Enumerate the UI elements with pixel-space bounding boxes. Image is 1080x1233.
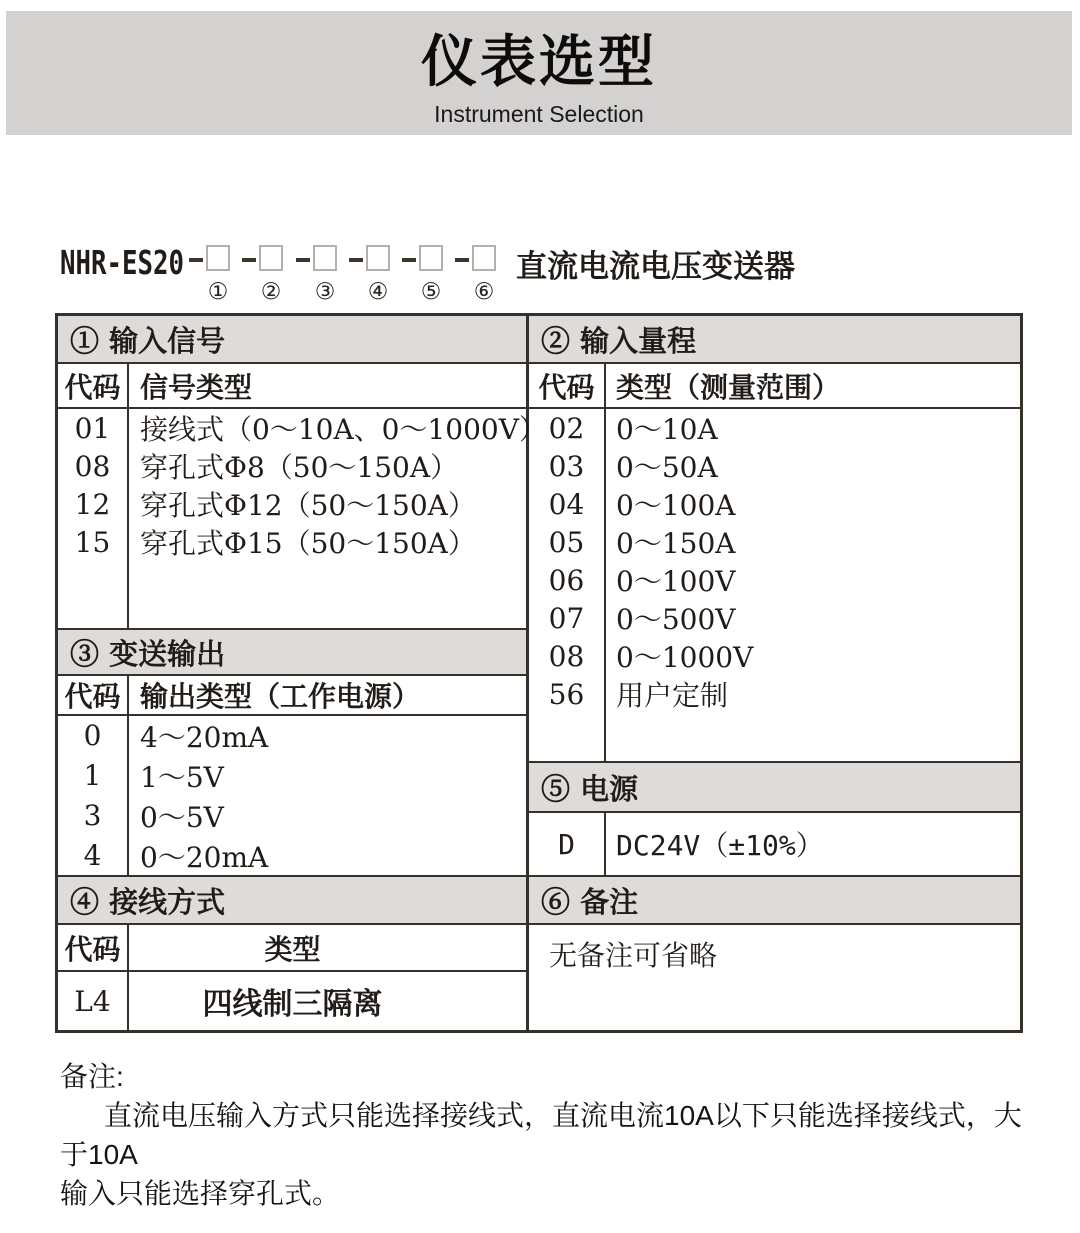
column-header-type: 信号类型 bbox=[140, 370, 253, 404]
type-cell: 0～20mA bbox=[140, 840, 269, 874]
section-title: ⑥ 备注 bbox=[541, 884, 639, 919]
column-header-code: 代码 bbox=[64, 680, 121, 713]
model-placeholder-box-5 bbox=[419, 245, 443, 271]
code-cell: 07 bbox=[548, 601, 585, 635]
type-cell: 0～1000V bbox=[616, 641, 754, 674]
section-header-input-range bbox=[529, 316, 1020, 362]
model-prefix: NHR-ES20 bbox=[60, 243, 184, 282]
type-cell: 1～5V bbox=[140, 760, 224, 794]
code-cell: 08 bbox=[74, 449, 111, 483]
section-header-remark bbox=[529, 877, 1020, 923]
section-title: ① 输入信号 bbox=[70, 323, 226, 358]
page-subtitle: Instrument Selection bbox=[434, 101, 644, 127]
model-placeholder-box-3 bbox=[313, 245, 337, 271]
footnote-line: 输入只能选择穿孔式。 bbox=[60, 1178, 341, 1209]
position-number-5: ⑤ bbox=[420, 279, 442, 305]
type-cell: 穿孔式Φ15（50～150A） bbox=[140, 527, 476, 560]
section-header-wiring bbox=[58, 877, 526, 923]
code-cell: 4 bbox=[83, 839, 102, 872]
dash-separator bbox=[296, 258, 310, 262]
type-cell: 穿孔式Φ12（50～150A） bbox=[140, 489, 476, 522]
selection-table bbox=[55, 313, 1023, 1033]
column-header-code: 代码 bbox=[538, 370, 595, 404]
section-title: ② 输入量程 bbox=[541, 323, 697, 358]
type-cell: 0～50A bbox=[616, 451, 718, 484]
footnote-label: 备注: bbox=[60, 1061, 124, 1092]
type-cell: 0～150A bbox=[616, 527, 736, 560]
grid-line bbox=[127, 674, 129, 875]
dash-separator bbox=[242, 258, 256, 262]
model-placeholder-box-1 bbox=[206, 245, 230, 271]
code-cell: 56 bbox=[548, 677, 585, 711]
column-header-type: 类型 bbox=[264, 932, 321, 966]
section-title: ③ 变送输出 bbox=[70, 636, 226, 671]
code-cell: D bbox=[558, 827, 575, 861]
footnote-line: 直流电压输入方式只能选择接线式，直流电流10A以下只能选择接线式，大于10A bbox=[60, 1100, 1022, 1170]
code-cell: 08 bbox=[548, 639, 585, 673]
code-cell: 15 bbox=[74, 525, 111, 559]
code-cell: 02 bbox=[548, 411, 585, 445]
type-cell: 0～100V bbox=[616, 565, 736, 598]
grid-line bbox=[529, 761, 1020, 763]
type-cell: 0～10A bbox=[616, 413, 718, 446]
code-cell: 01 bbox=[74, 411, 111, 445]
dash-separator bbox=[455, 258, 469, 262]
type-cell: 4～20mA bbox=[140, 720, 269, 754]
position-number-2: ② bbox=[260, 279, 282, 305]
code-cell: 0 bbox=[83, 719, 102, 752]
code-cell: 04 bbox=[548, 487, 585, 521]
grid-line bbox=[58, 628, 526, 630]
type-cell: DC24V（±10%） bbox=[616, 829, 824, 862]
column-header-type: 输出类型（工作电源） bbox=[140, 680, 421, 713]
dash-separator bbox=[402, 258, 416, 262]
type-cell: 穿孔式Φ8（50～150A） bbox=[140, 451, 459, 484]
page-title: 仪表选型 bbox=[421, 30, 657, 93]
section-header-output bbox=[58, 630, 526, 674]
footnote bbox=[60, 1057, 1022, 1213]
model-placeholder-box-6 bbox=[472, 245, 496, 271]
model-placeholder-box-2 bbox=[259, 245, 283, 271]
column-header-code: 代码 bbox=[64, 932, 121, 966]
section-header-power bbox=[529, 763, 1020, 811]
position-number-6: ⑥ bbox=[473, 279, 495, 305]
remark-note: 无备注可省略 bbox=[549, 939, 718, 972]
product-name: 直流电流电压变送器 bbox=[516, 249, 795, 285]
section-header-input-signal bbox=[58, 316, 526, 362]
code-cell: L4 bbox=[74, 984, 111, 1018]
code-cell: 06 bbox=[548, 563, 585, 597]
grid-line bbox=[604, 362, 606, 761]
section-title: ⑤ 电源 bbox=[541, 771, 639, 806]
column-header-code: 代码 bbox=[64, 370, 121, 404]
type-cell: 四线制三隔离 bbox=[202, 987, 383, 1022]
code-cell: 03 bbox=[548, 449, 585, 483]
code-cell: 05 bbox=[548, 525, 585, 559]
dash-separator bbox=[349, 258, 363, 262]
code-cell: 1 bbox=[83, 759, 102, 792]
position-number-4: ④ bbox=[367, 279, 389, 305]
column-header-type: 类型（测量范围） bbox=[616, 370, 841, 404]
type-cell: 用户定制 bbox=[616, 679, 729, 712]
title-banner bbox=[6, 11, 1072, 135]
code-cell: 3 bbox=[83, 799, 102, 832]
dash-separator bbox=[189, 258, 203, 262]
type-cell: 接线式（0～10A、0～1000V） bbox=[140, 413, 547, 446]
position-number-3: ③ bbox=[314, 279, 336, 305]
type-cell: 0～5V bbox=[140, 800, 224, 834]
model-placeholder-box-4 bbox=[366, 245, 390, 271]
position-number-1: ① bbox=[207, 279, 229, 305]
code-cell: 12 bbox=[74, 487, 111, 521]
section-title: ④ 接线方式 bbox=[70, 884, 226, 919]
type-cell: 0～100A bbox=[616, 489, 736, 522]
type-cell: 0～500V bbox=[616, 603, 736, 636]
grid-line bbox=[604, 811, 606, 875]
grid-line bbox=[127, 362, 129, 628]
